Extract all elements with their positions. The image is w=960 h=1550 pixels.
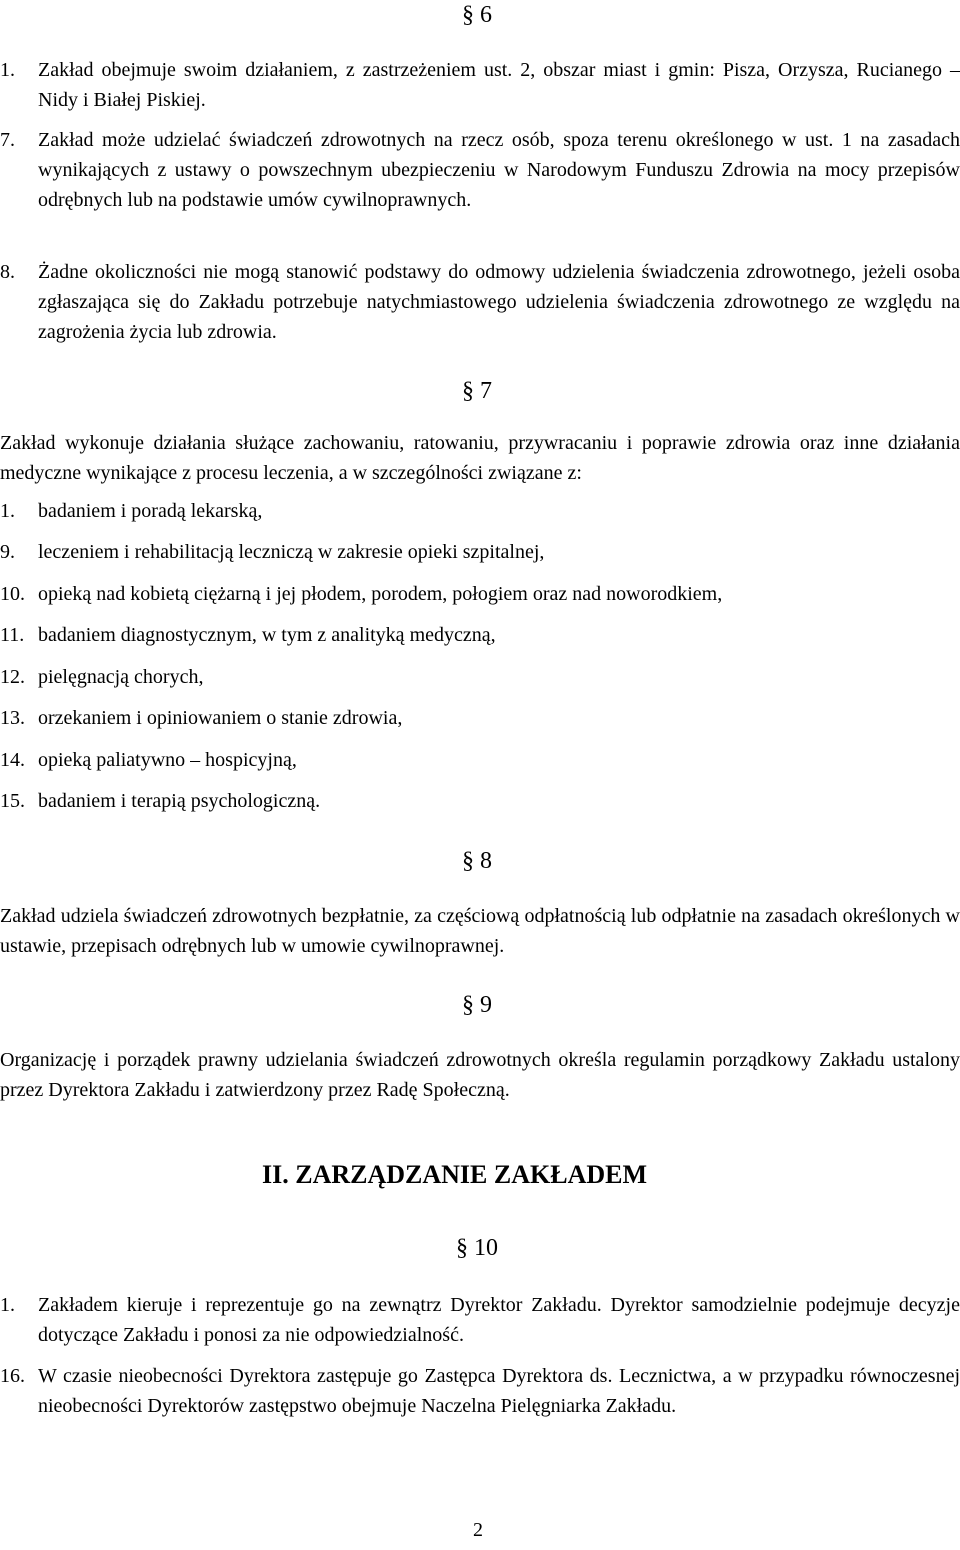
item-text: Zakładem kieruje i reprezentuje go na zewnątrz Dyrektor Zakładu. Dyrektor samodzielnie podejmuje decyzje dotyczące Zakładu i ponosi za nie odpowiedzialność. — [38, 1294, 960, 1346]
item-number: 11. — [0, 624, 25, 646]
item-number: 13. — [0, 707, 25, 729]
section-7-item — [0, 496, 960, 526]
section-7-item — [0, 537, 960, 567]
section-10-item-16 — [0, 1361, 960, 1421]
item-number: 15. — [0, 790, 25, 812]
item-text: orzekaniem i opiniowaniem o stanie zdrowia, — [38, 707, 403, 729]
section-7-item — [0, 620, 960, 650]
item-number: 16. — [0, 1365, 25, 1387]
section-9-title: § 9 — [462, 992, 492, 1018]
item-number: 10. — [0, 583, 25, 605]
item-text: badaniem i terapią psychologiczną. — [38, 790, 321, 812]
item-number: 9. — [0, 541, 15, 563]
chapter-heading: II. ZARZĄDZANIE ZAKŁADEM — [262, 1160, 647, 1189]
section-6-item-8 — [0, 257, 960, 347]
item-text: opieką paliatywno – hospicyjną, — [38, 749, 297, 771]
item-number: 1. — [0, 59, 15, 81]
item-text: W czasie nieobecności Dyrektora zastępuje go Zastępca Dyrektora ds. Lecznictwa, a w przypadku równoczesnej nieobecności Dyrektorów zastępstwo obejmuje Naczelna Pielęgniarka Zakładu. — [38, 1365, 960, 1417]
section-7-item — [0, 662, 960, 692]
section-7-item — [0, 703, 960, 733]
item-text: Zakład obejmuje swoim działaniem, z zastrzeżeniem ust. 2, obszar miast i gmin: Pisza, Orzysza, Rucianego – Nidy i Białej Piskiej. — [38, 59, 960, 111]
item-number: 1. — [0, 500, 15, 522]
section-7-item — [0, 745, 960, 775]
item-text: leczeniem i rehabilitacją leczniczą w zakresie opieki szpitalnej, — [38, 541, 545, 563]
item-number: 8. — [0, 261, 15, 283]
section-9-text: Organizację i porządek prawny udzielania świadczeń zdrowotnych określa regulamin porządkowy Zakładu ustalony przez Dyrektora Zakładu i zatwierdzony przez Radę Społeczną. — [0, 1049, 960, 1101]
item-number: 14. — [0, 749, 25, 771]
section-7-item — [0, 786, 960, 816]
section-8-title: § 8 — [462, 848, 492, 874]
item-number: 1. — [0, 1294, 15, 1316]
section-7-item — [0, 579, 960, 609]
section-7-title: § 7 — [462, 378, 492, 404]
item-number: 12. — [0, 666, 25, 688]
section-6-title: § 6 — [462, 2, 492, 28]
item-text: badaniem diagnostycznym, w tym z analityką medyczną, — [38, 624, 496, 646]
section-6-item-1 — [0, 55, 960, 115]
item-text: Żadne okoliczności nie mogą stanowić podstawy do odmowy udzielenia świadczenia zdrowotnego, jeżeli osoba zgłaszająca się do Zakładu potrzebuje natychmiastowego udzielenia świadczenia zdrowotnego ze względu na zagrożenia życia lub zdrowia. — [38, 261, 960, 343]
section-6-item-7 — [0, 125, 960, 215]
section-10-title: § 10 — [456, 1235, 498, 1261]
section-10-item-1 — [0, 1290, 960, 1350]
section-7-intro: Zakład wykonuje działania służące zachowaniu, ratowaniu, przywracaniu i poprawie zdrowia oraz inne działania medyczne wynikające z procesu leczenia, a w szczególności związane z: — [0, 432, 960, 484]
item-text: Zakład może udzielać świadczeń zdrowotnych na rzecz osób, spoza terenu określonego w ust. 1 na zasadach wynikających z ustawy o powszechnym ubezpieczeniu w Narodowym Funduszu Zdrowia na mocy przepisów odrębnych lub na podstawie umów cywilnoprawnych. — [38, 129, 960, 211]
item-text: opieką nad kobietą ciężarną i jej płodem, porodem, połogiem oraz nad noworodkiem, — [38, 583, 723, 605]
item-text: pielęgnacją chorych, — [38, 666, 204, 688]
page-number: 2 — [473, 1519, 483, 1541]
section-8-text: Zakład udziela świadczeń zdrowotnych bezpłatnie, za częściową odpłatnością lub odpłatnie na zasadach określonych w ustawie, przepisach odrębnych lub w umowie cywilnoprawnej. — [0, 905, 960, 957]
item-number: 7. — [0, 129, 15, 151]
item-text: badaniem i poradą lekarską, — [38, 500, 263, 522]
